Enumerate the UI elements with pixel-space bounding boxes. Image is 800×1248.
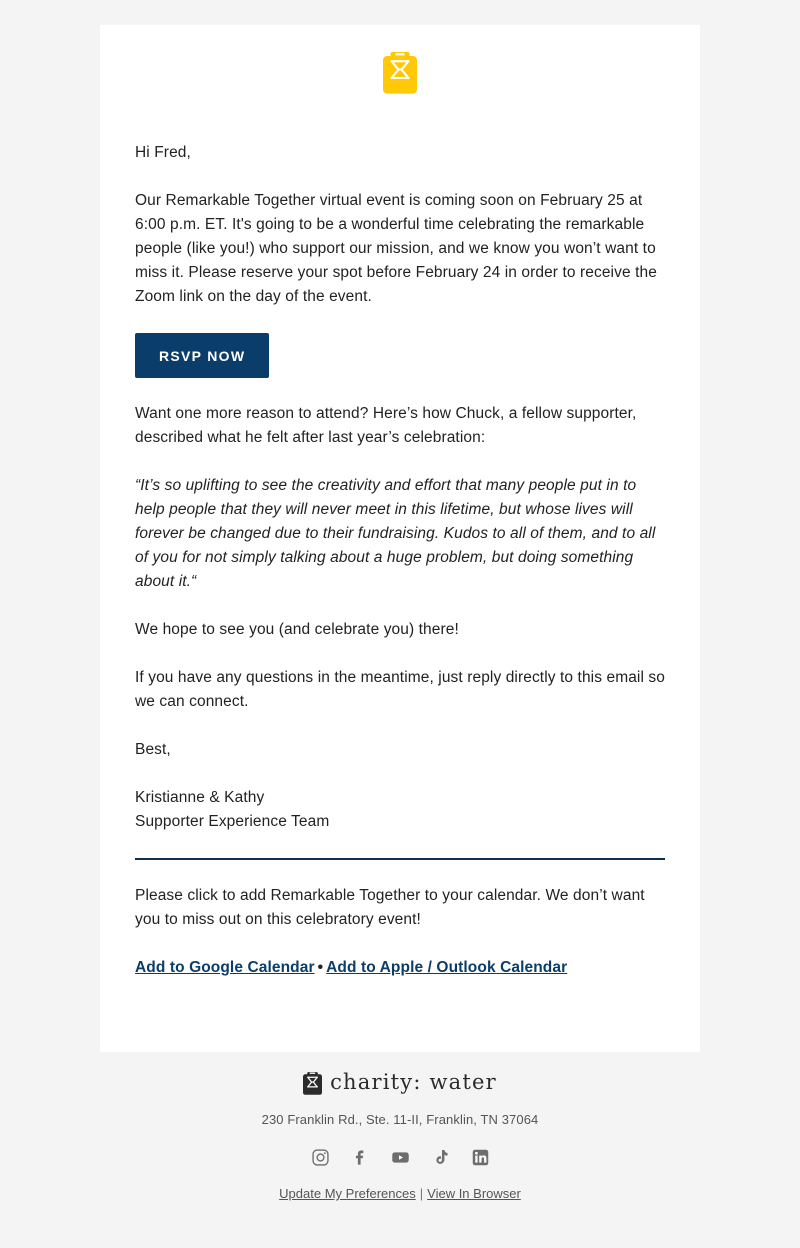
signoff-text: Best, [135, 741, 171, 758]
rsvp-button-wrap [135, 333, 665, 378]
calendar-links-separator: • [317, 959, 324, 976]
tiktok-icon[interactable] [431, 1148, 450, 1167]
email-header [100, 25, 700, 94]
signature-name: Kristianne & Kathy [135, 789, 265, 806]
social-links [0, 1148, 800, 1167]
footer-logo [0, 1070, 800, 1095]
email-body [100, 141, 700, 980]
footer-address: 230 Franklin Rd., Ste. 11-II, Franklin, TN 37064 [261, 1112, 539, 1127]
greeting-text: Hi Fred, [135, 144, 191, 161]
signature-team: Supporter Experience Team [135, 813, 330, 830]
jerrycan-icon [383, 48, 417, 94]
jerrycan-icon [303, 1070, 322, 1095]
email-footer [0, 1052, 800, 1201]
calendar-links [135, 956, 665, 980]
footer-wordmark: charity: water [330, 1070, 497, 1094]
intro-paragraph: Our Remarkable Together virtual event is coming soon on February 25 at 6:00 p.m. ET. It's going to be a wonderful time celebrating the remarkable people (like you!) who support our mission, and we know you won’t want to miss it. Please reserve your spot before February 24 in order to receive the Zoom link on the day of the event. [135, 192, 657, 305]
youtube-icon[interactable] [391, 1148, 410, 1167]
instagram-icon[interactable] [311, 1148, 330, 1167]
footer-links-separator: | [419, 1186, 424, 1201]
supporter-quote: “It’s so uplifting to see the creativity and effort that many people put in to help people that they will never meet in this lifetime, but whose lives will forever be changed due to their fundraising. Kudos to all of them, and to all of you for not simply talking about a huge problem, but doing something about it.“ [135, 477, 656, 590]
facebook-icon[interactable] [351, 1148, 370, 1167]
update-my-preferences-link[interactable]: Update My Preferences [279, 1186, 416, 1201]
add-to-google-calendar-link[interactable]: Add to Google Calendar [135, 959, 315, 976]
questions-paragraph: If you have any questions in the meantime, just reply directly to this email so we can connect. [135, 669, 665, 710]
hope-paragraph: We hope to see you (and celebrate you) there! [135, 621, 459, 638]
add-to-apple-outlook-calendar-link[interactable]: Add to Apple / Outlook Calendar [326, 959, 568, 976]
reason-paragraph: Want one more reason to attend? Here’s how Chuck, a fellow supporter, described what he felt after last year’s celebration: [135, 405, 637, 446]
email-card [100, 25, 700, 1052]
section-divider [135, 858, 665, 860]
rsvp-now-button[interactable]: RSVP NOW [135, 333, 269, 378]
calendar-note: Please click to add Remarkable Together to your calendar. We don’t want you to miss out on this celebratory event! [135, 887, 645, 928]
linkedin-icon[interactable] [471, 1148, 490, 1167]
view-in-browser-link[interactable]: View In Browser [427, 1186, 521, 1201]
footer-links [0, 1186, 800, 1201]
